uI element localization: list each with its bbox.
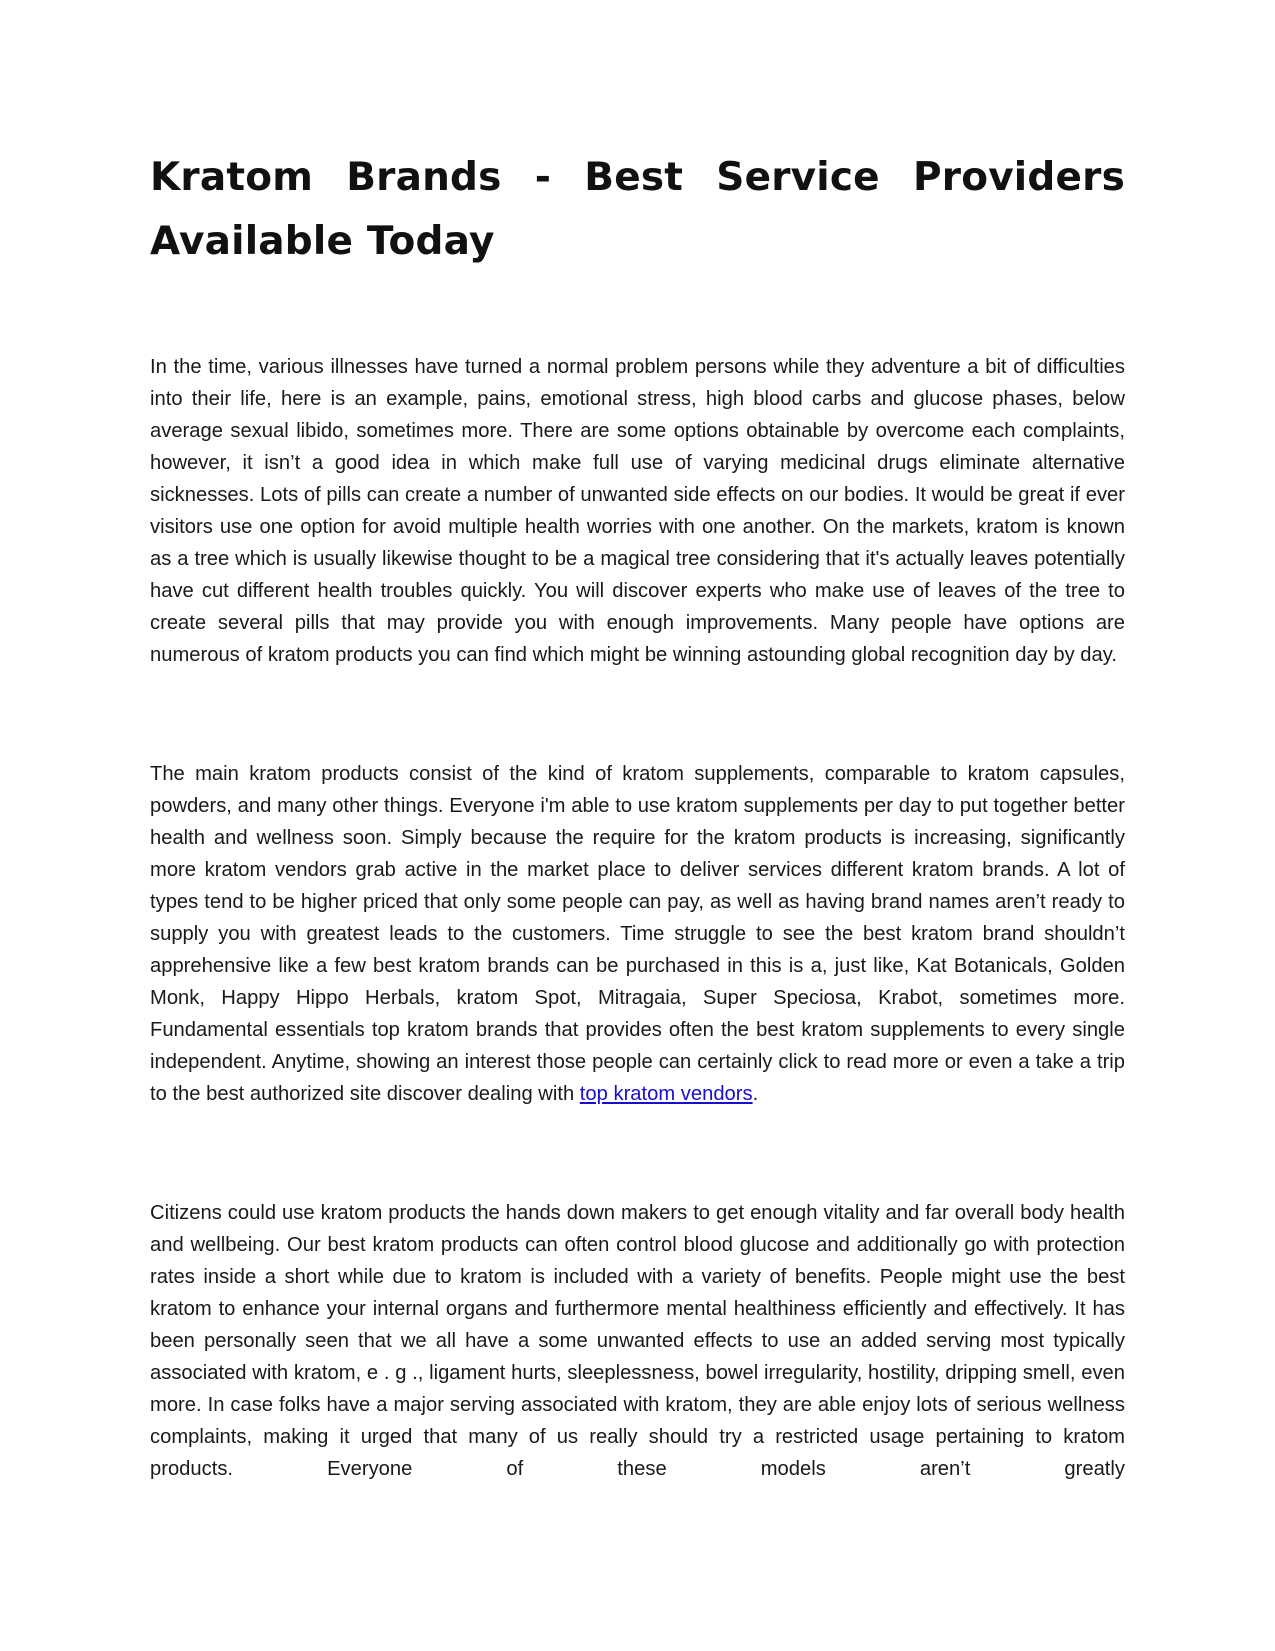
document-title: Kratom Brands - Best Service Providers Available Today <box>150 155 1125 264</box>
paragraph-3: Citizens could use kratom products the hands down makers to get enough vitality and far overall body health and wellbeing. Our best kratom products can often control blood glucose and additionally go with protection rates inside a short while due to kratom is included with a variety of benefits. People might use the best kratom to enhance your internal organs and furthermore mental healthiness efficiently and effectively. It has been personally seen that we all have a some unwanted effects to use an added serving most typically associated with kratom, e . g ., ligament hurts, sleeplessness, bowel irregularity, hostility, dripping smell, even more. In case folks have a major serving associated with kratom, they are able enjoy lots of serious wellness complaints, making it urged that many of us really should try a restricted usage pertaining to kratom products. Everyone of these models aren’t greatly <box>150 1202 1125 1480</box>
paragraph-2-text: The main kratom products consist of the kind of kratom supplements, comparable to kratom capsules, powders, and many other things. Everyone i'm able to use kratom supplements per day to put together better health and wellness soon. Simply because the require for the kratom products is increasing, significantly more kratom vendors grab active in the market place to deliver services different kratom brands. A lot of types tend to be higher priced that only some people can pay, as well as having brand names aren’t ready to supply you with greatest leads to the customers. Time struggle to see the best kratom brand shouldn’t apprehensive like a few best kratom brands can be purchased in this is a, just like, Kat Botanicals, Golden Monk, Happy Hippo Herbals, kratom Spot, Mitragaia, Super Speciosa, Krabot, sometimes more. Fundamental essentials top kratom brands that provides often the best kratom supplements to every single independent. Anytime, showing an interest those people can certainly click to read more or even a take a trip to the best authorized site discover dealing with <box>150 763 1125 1105</box>
top-kratom-vendors-link[interactable]: top kratom vendors <box>579 1083 753 1105</box>
paragraph-1: In the time, various illnesses have turned a normal problem persons while they adventure a bit of difficulties into their life, here is an example, pains, emotional stress, high blood carbs and glucose phases, below average sexual libido, sometimes more. There are some options obtainable by overcome each complaints, however, it isn’t a good idea in which make full use of varying medicinal drugs eliminate alternative sicknesses. Lots of pills can create a number of unwanted side effects on our bodies. It would be great if ever visitors use one option for avoid multiple health worries with one another. On the markets, kratom is known as a tree which is usually likewise thought to be a magical tree considering that it's actually leaves potentially have cut different health troubles quickly. You will discover experts who make use of leaves of the tree to create several pills that may provide you with enough improvements. Many people have options are numerous of kratom products you can find which might be winning astounding global recognition day by day. <box>150 356 1125 666</box>
paragraph-2 <box>150 758 1125 1110</box>
paragraph-2-end: . <box>752 1083 759 1105</box>
